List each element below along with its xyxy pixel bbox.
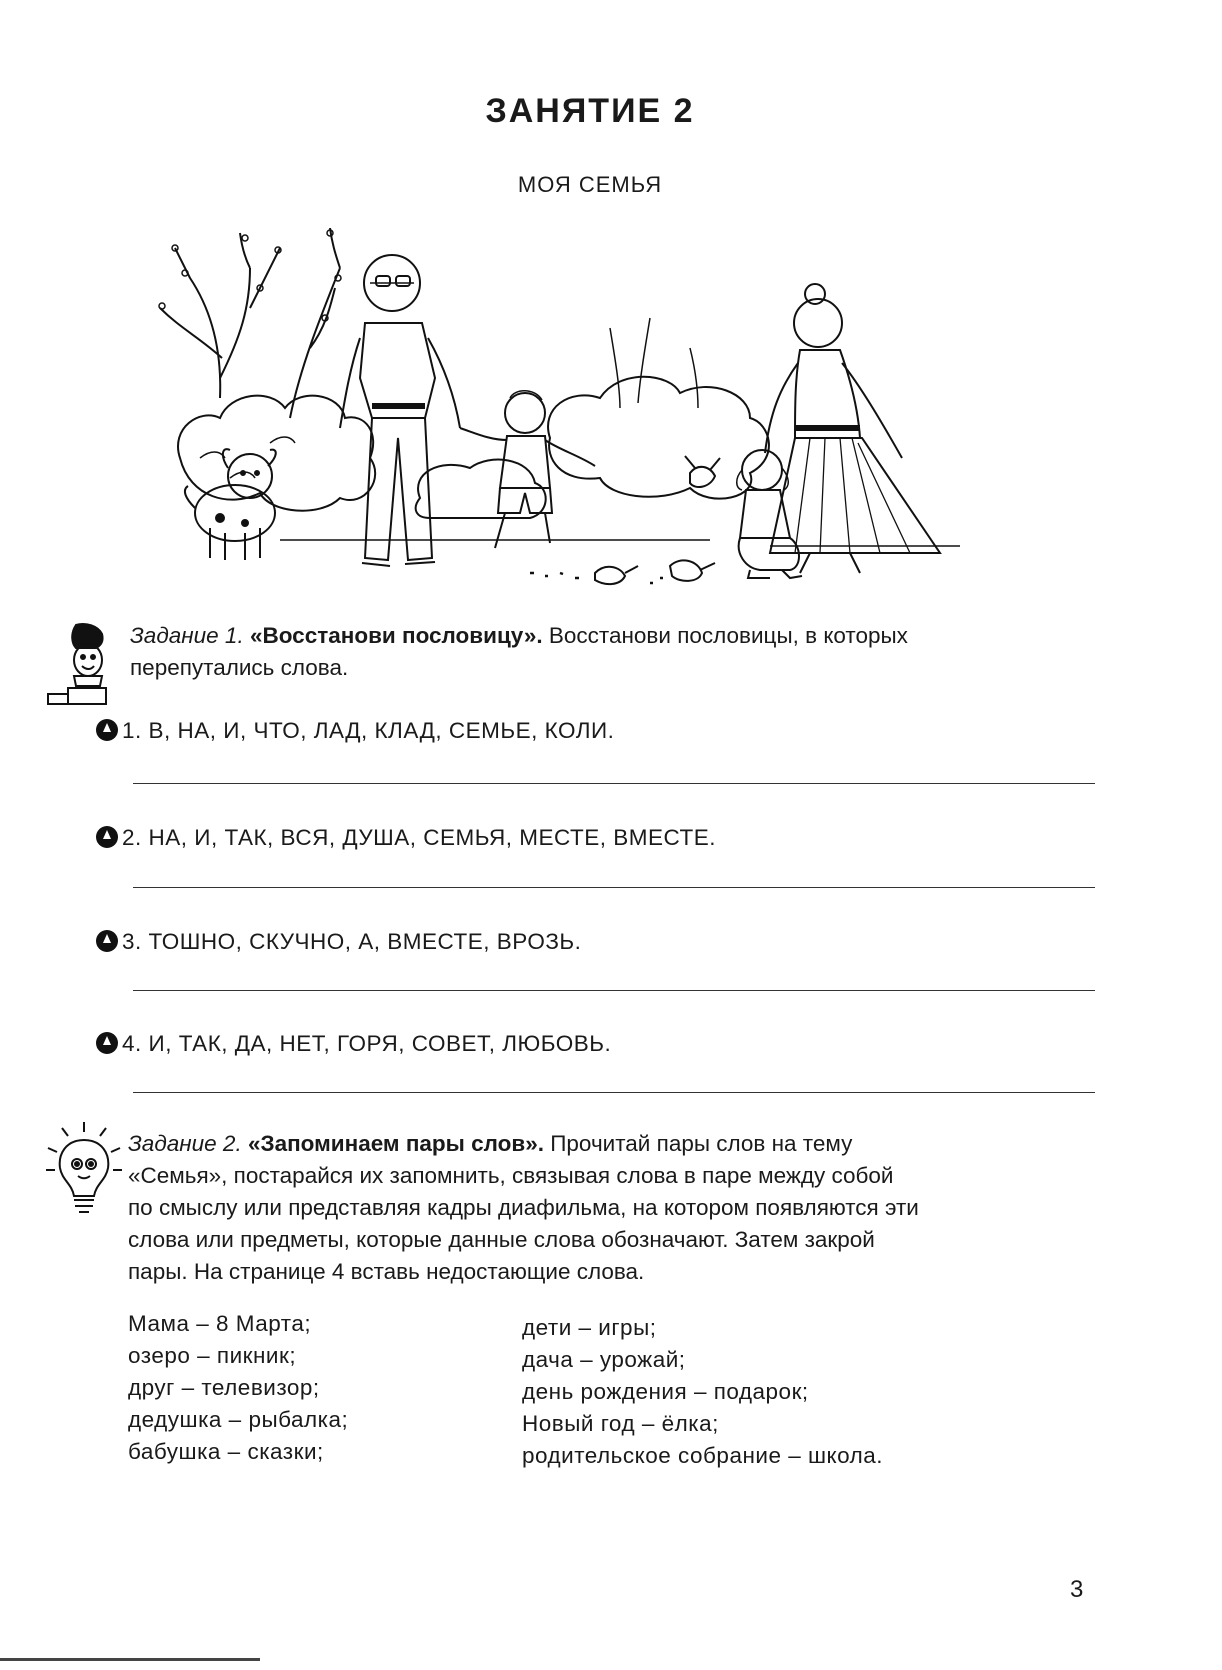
dog-drawing bbox=[185, 449, 276, 560]
difficulty-marker-icon bbox=[96, 826, 118, 848]
exercise-2-text: 2. НА, И, ТАК, ВСЯ, ДУША, СЕМЬЯ, МЕСТЕ, ВМЕСТЕ. bbox=[122, 825, 717, 850]
birds-drawing bbox=[530, 456, 720, 584]
word-pairs-left bbox=[128, 1308, 348, 1468]
task-2-name: «Запоминаем пары слов». bbox=[247, 1131, 544, 1156]
exercise-3-text: 3. ТОШНО, СКУЧНО, А, ВМЕСТЕ, ВРОЗЬ. bbox=[122, 929, 582, 954]
task-2-text-line1: Прочитай пары слов на тему bbox=[550, 1131, 853, 1156]
task-2-line-4: слова или предметы, которые данные слова обозначают. Затем закрой bbox=[128, 1227, 875, 1252]
answer-line-1[interactable] bbox=[133, 783, 1095, 784]
task-1-instruction bbox=[130, 620, 1090, 684]
grandmother-drawing bbox=[765, 284, 940, 573]
family-park-illustration bbox=[150, 228, 1020, 638]
figure-on-steps-icon bbox=[46, 620, 118, 710]
exercise-1-text: 1. В, НА, И, ЧТО, ЛАД, КЛАД, СЕМЬЕ, КОЛИ. bbox=[122, 718, 615, 743]
difficulty-marker-icon bbox=[96, 719, 118, 741]
word-pair: дедушка – рыбалка; bbox=[128, 1407, 349, 1432]
word-pair: Мама – 8 Марта; bbox=[128, 1311, 312, 1336]
girl-drawing bbox=[737, 450, 802, 578]
difficulty-marker-icon bbox=[96, 930, 118, 952]
word-pairs-right bbox=[522, 1312, 883, 1472]
exercise-4-text: 4. И, ТАК, ДА, НЕТ, ГОРЯ, СОВЕТ, ЛЮБОВЬ. bbox=[122, 1031, 612, 1056]
word-pair: Новый год – ёлка; bbox=[522, 1411, 719, 1436]
answer-line-4[interactable] bbox=[133, 1092, 1095, 1093]
lightbulb-icon bbox=[44, 1118, 124, 1218]
word-pair: друг – телевизор; bbox=[128, 1375, 320, 1400]
word-pair: озеро – пикник; bbox=[128, 1343, 297, 1368]
word-pair: дети – игры; bbox=[522, 1315, 657, 1340]
exercise-3 bbox=[96, 929, 581, 955]
task-2-line-3: по смыслу или представляя кадры диафильма, на котором появляются эти bbox=[128, 1195, 919, 1220]
task-1-name: «Восстанови пословицу». bbox=[249, 623, 543, 648]
page-title: ЗАНЯТИЕ 2 bbox=[485, 92, 695, 130]
task-1-text-line2: перепутались слова. bbox=[130, 655, 349, 680]
exercise-4 bbox=[96, 1031, 611, 1057]
task-2-line-5: пары. На странице 4 вставь недостающие слова. bbox=[128, 1259, 645, 1284]
answer-line-2[interactable] bbox=[133, 887, 1095, 888]
task-2-label: Задание 2. bbox=[128, 1131, 242, 1156]
task-2-line-2: «Семья», постарайся их запомнить, связывая слова в паре между собой bbox=[128, 1163, 894, 1188]
task-1-text-line1: Восстанови пословицы, в которых bbox=[548, 623, 908, 648]
answer-line-3[interactable] bbox=[133, 990, 1095, 991]
exercise-1 bbox=[96, 718, 614, 744]
task-2-line-1 bbox=[128, 1128, 1090, 1160]
task-2-instruction bbox=[128, 1128, 1090, 1288]
word-pair: день рождения – подарок; bbox=[522, 1379, 809, 1404]
exercise-2 bbox=[96, 825, 716, 851]
page-number: 3 bbox=[1070, 1576, 1084, 1603]
task-1-label: Задание 1. bbox=[130, 623, 244, 648]
difficulty-marker-icon bbox=[96, 1032, 118, 1054]
grandfather-drawing bbox=[340, 255, 460, 566]
word-pair: бабушка – сказки; bbox=[128, 1439, 324, 1464]
scan-edge-divider bbox=[0, 1658, 260, 1661]
word-pair: дача – урожай; bbox=[522, 1347, 686, 1372]
page-subtitle: МОЯ СЕМЬЯ bbox=[517, 172, 663, 197]
word-pair: родительское собрание – школа. bbox=[522, 1443, 884, 1468]
